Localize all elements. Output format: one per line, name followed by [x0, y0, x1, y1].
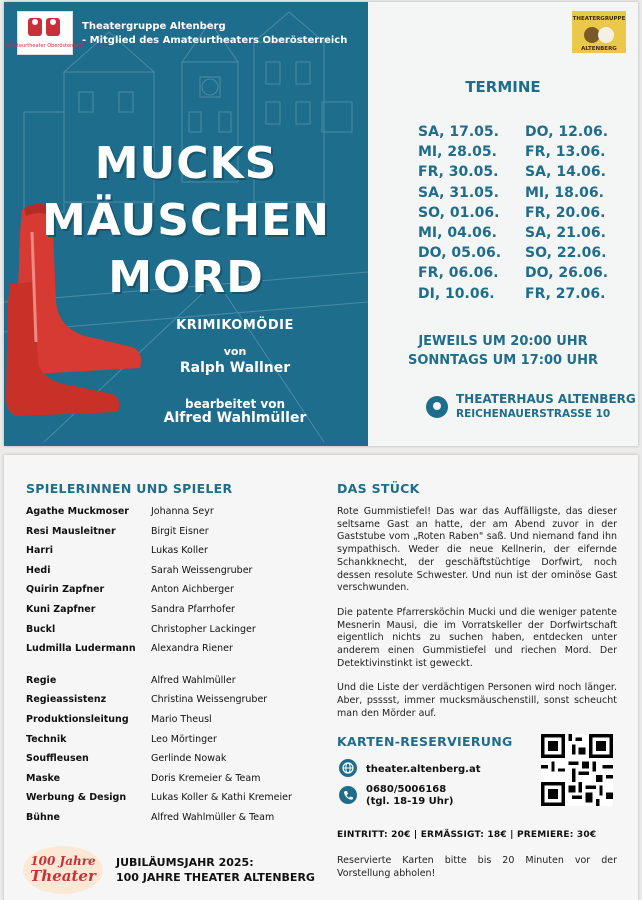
cast-row — [26, 643, 326, 663]
person-name: Gerlinde Nowak — [151, 753, 227, 765]
crew-row — [26, 753, 326, 773]
troupe-name: Theatergruppe Altenberg — [82, 21, 226, 32]
phone-hours: (tgl. 18-19 Uhr) — [366, 796, 454, 807]
performance-date: DI, 10.06. — [418, 285, 495, 302]
role-name: Produktionsleitung — [26, 713, 129, 725]
jubilee-year: JUBILÄUMSJAHR 2025: — [116, 856, 254, 869]
performance-date: DO, 12.06. — [525, 124, 609, 140]
venue-street: REICHENAUERSTRASSE 10 — [456, 408, 611, 420]
story-heading: DAS STÜCK — [337, 481, 420, 496]
venue-name: THEATERHAUS ALTENBERG — [456, 392, 636, 406]
role-name: Bühne — [26, 811, 60, 823]
story-paragraph-3: Und die Liste der verdächtigen Personen wird noch länger. Aber, psssst, immer mucksmäuschenstill, sonst scheucht man den Mörder auf. — [337, 682, 617, 719]
ticket-prices: EINTRITT: 20€ | ERMÄSSIGT: 18€ | PREMIERE: 30€ — [337, 830, 597, 840]
person-name: Christopher Lackinger — [151, 623, 256, 635]
performance-date: SA, 21.06. — [525, 225, 606, 242]
jubilee-title: 100 JAHRE THEATER ALTENBERG — [116, 871, 315, 884]
performance-date: FR, 27.06. — [525, 285, 606, 302]
cast-row — [26, 604, 326, 624]
performance-date: DO, 05.06. — [418, 245, 502, 262]
jubilee-logo-line2: Theater — [30, 867, 96, 885]
person-name: Anton Aichberger — [151, 584, 234, 596]
performance-date: SA, 17.05. — [418, 124, 499, 140]
person-name: Johanna Seyr — [151, 506, 214, 517]
play-title-line3: MORD — [108, 252, 264, 303]
role-name: Maske — [26, 772, 61, 784]
cast-row — [26, 545, 326, 565]
qr-code — [541, 734, 613, 806]
person-name: Lukas Koller & Kathi Kremeier — [151, 792, 292, 804]
performance-date: DO, 26.06. — [525, 265, 609, 282]
schedule-heading: TERMINE — [465, 78, 541, 96]
role-name: Resi Mausleitner — [26, 525, 116, 537]
dates-column-2 — [525, 122, 608, 304]
performance-date: SO, 22.06. — [525, 245, 607, 262]
person-name: Doris Kremeier & Team — [151, 772, 261, 784]
crew-row — [26, 714, 326, 734]
cast-crew-spacer — [26, 663, 326, 675]
person-name: Alfred Wahlmüller & Team — [151, 811, 275, 823]
person-name: Sarah Weissengruber — [151, 564, 253, 576]
performance-date: FR, 20.06. — [525, 204, 606, 221]
crew-row — [26, 675, 326, 695]
person-name: Alexandra Riener — [151, 643, 233, 655]
story-paragraph-2: Die patente Pfarrersköchin Mucki und die weniger patente Mesnerin Mausi, die im Vorratskeller der Dorfwirtschaft eigentlich nichts zu suchen haben, entdecken unter anderem einen Gummistiefel und riechen Mord. Der Detektivinstinkt ist geweckt. — [337, 606, 617, 669]
troupe-heading — [82, 20, 347, 48]
play-genre: KRIMIKOMÖDIE — [176, 318, 294, 333]
phone-number-text: 0680/5006168 — [366, 784, 447, 795]
cast-row — [26, 624, 326, 644]
performance-times — [368, 332, 638, 370]
play-author: Ralph Wallner — [179, 360, 291, 376]
person-name: Alfred Wahlmüller — [151, 674, 236, 686]
cast-list — [26, 506, 326, 832]
dates-column-1 — [418, 122, 501, 304]
crew-row — [26, 773, 326, 793]
role-name: Kuni Zapfner — [26, 603, 96, 615]
logo-left-text: Amateurtheater Oberösterreich — [5, 43, 85, 49]
time-weekdays: JEWEILS UM 20:00 UHR — [418, 334, 588, 349]
performance-date: MI, 04.06. — [418, 225, 497, 242]
cast-row — [26, 565, 326, 585]
pickup-notice: Reservierte Karten bitte bis 20 Minuten vor der Vorstellung abholen! — [337, 855, 617, 879]
role-name: Buckl — [26, 623, 56, 635]
person-name: Lukas Koller — [151, 545, 208, 557]
globe-icon — [339, 759, 357, 777]
logo-right-line1: THEATERGRUPPE — [572, 16, 626, 22]
logo-right-line2: ALTENBERG — [581, 46, 617, 52]
poster-panel — [4, 2, 368, 446]
poster-card — [4, 2, 638, 446]
cast-heading: SPIELERINNEN UND SPIELER — [26, 481, 233, 496]
crew-row — [26, 734, 326, 754]
person-name: Christina Weissengruber — [151, 694, 268, 706]
performance-date: SA, 31.05. — [418, 184, 499, 201]
crew-row — [26, 812, 326, 832]
role-name: Technik — [26, 733, 67, 745]
person-name: Sandra Pfarrhofer — [151, 603, 235, 615]
cast-row — [26, 584, 326, 604]
role-name: Harri — [26, 545, 53, 557]
amateurtheater-logo — [5, 11, 85, 55]
role-name: Regieassistenz — [26, 694, 107, 706]
venue — [456, 392, 636, 420]
play-adaptor: Alfred Wahlmüller — [163, 410, 307, 426]
crew-row — [26, 792, 326, 812]
cast-row — [26, 526, 326, 546]
person-name: Birgit Eisner — [151, 525, 209, 537]
by-label: von — [223, 345, 247, 358]
time-sundays: SONNTAGS UM 17:00 UHR — [407, 353, 599, 368]
reservation-heading: KARTEN-RESERVIERUNG — [337, 734, 513, 749]
person-name: Mario Theusl — [151, 713, 212, 725]
info-card — [4, 455, 638, 900]
role-name: Ludmilla Ludermann — [26, 643, 136, 655]
performance-date: MI, 18.06. — [525, 184, 604, 201]
jubilee-logo-line1: 100 Jahre — [30, 854, 96, 868]
performance-date: FR, 13.06. — [525, 144, 606, 161]
role-name: Hedi — [26, 564, 51, 576]
jubilee-logo — [22, 843, 104, 895]
adapted-by-label: bearbeitet von — [185, 397, 285, 411]
performance-date: SO, 01.06. — [418, 204, 500, 221]
cast-row — [26, 506, 326, 526]
phone-icon — [339, 786, 357, 804]
crew-row — [26, 694, 326, 714]
troupe-membership: - Mitglied des Amateurtheaters Oberösterreich — [82, 35, 348, 46]
role-name: Regie — [26, 674, 57, 686]
role-name: Werbung & Design — [26, 792, 127, 804]
phone-number[interactable] — [366, 784, 453, 808]
role-name: Souffleusen — [26, 753, 89, 765]
website-link[interactable]: theater.altenberg.at — [366, 764, 481, 775]
story-paragraph-1: Rote Gummistiefel! Das war das Auffälligste, das dieser seltsame Gast an hatte, der am Abend zuvor in der Gaststube vom „Roten Raben" saß. Und niemand fand ihn sympathisch. Weder die neue Kellnerin, der eifernde Schankknecht, der geschäftstüchtige Dorfwirt, noch dessen resolute Schwester. Und nun ist der ominöse Gast verschwunden. — [337, 506, 617, 594]
role-name: Agathe Muckmoser — [26, 506, 129, 517]
play-title-line1: MUCKS — [94, 138, 278, 189]
theatergruppe-logo — [572, 11, 626, 53]
performance-date: MI, 28.05. — [418, 144, 497, 161]
jubilee-text — [116, 855, 315, 885]
story-text — [337, 506, 617, 733]
role-name: Quirin Zapfner — [26, 584, 105, 596]
person-name: Leo Mörtinger — [151, 733, 217, 745]
performance-date: SA, 14.06. — [525, 164, 606, 181]
map-pin-icon — [426, 396, 448, 418]
performance-date: FR, 30.05. — [418, 164, 499, 181]
performance-date: FR, 06.06. — [418, 265, 499, 282]
play-title-line2: MÄUSCHEN — [42, 195, 330, 246]
